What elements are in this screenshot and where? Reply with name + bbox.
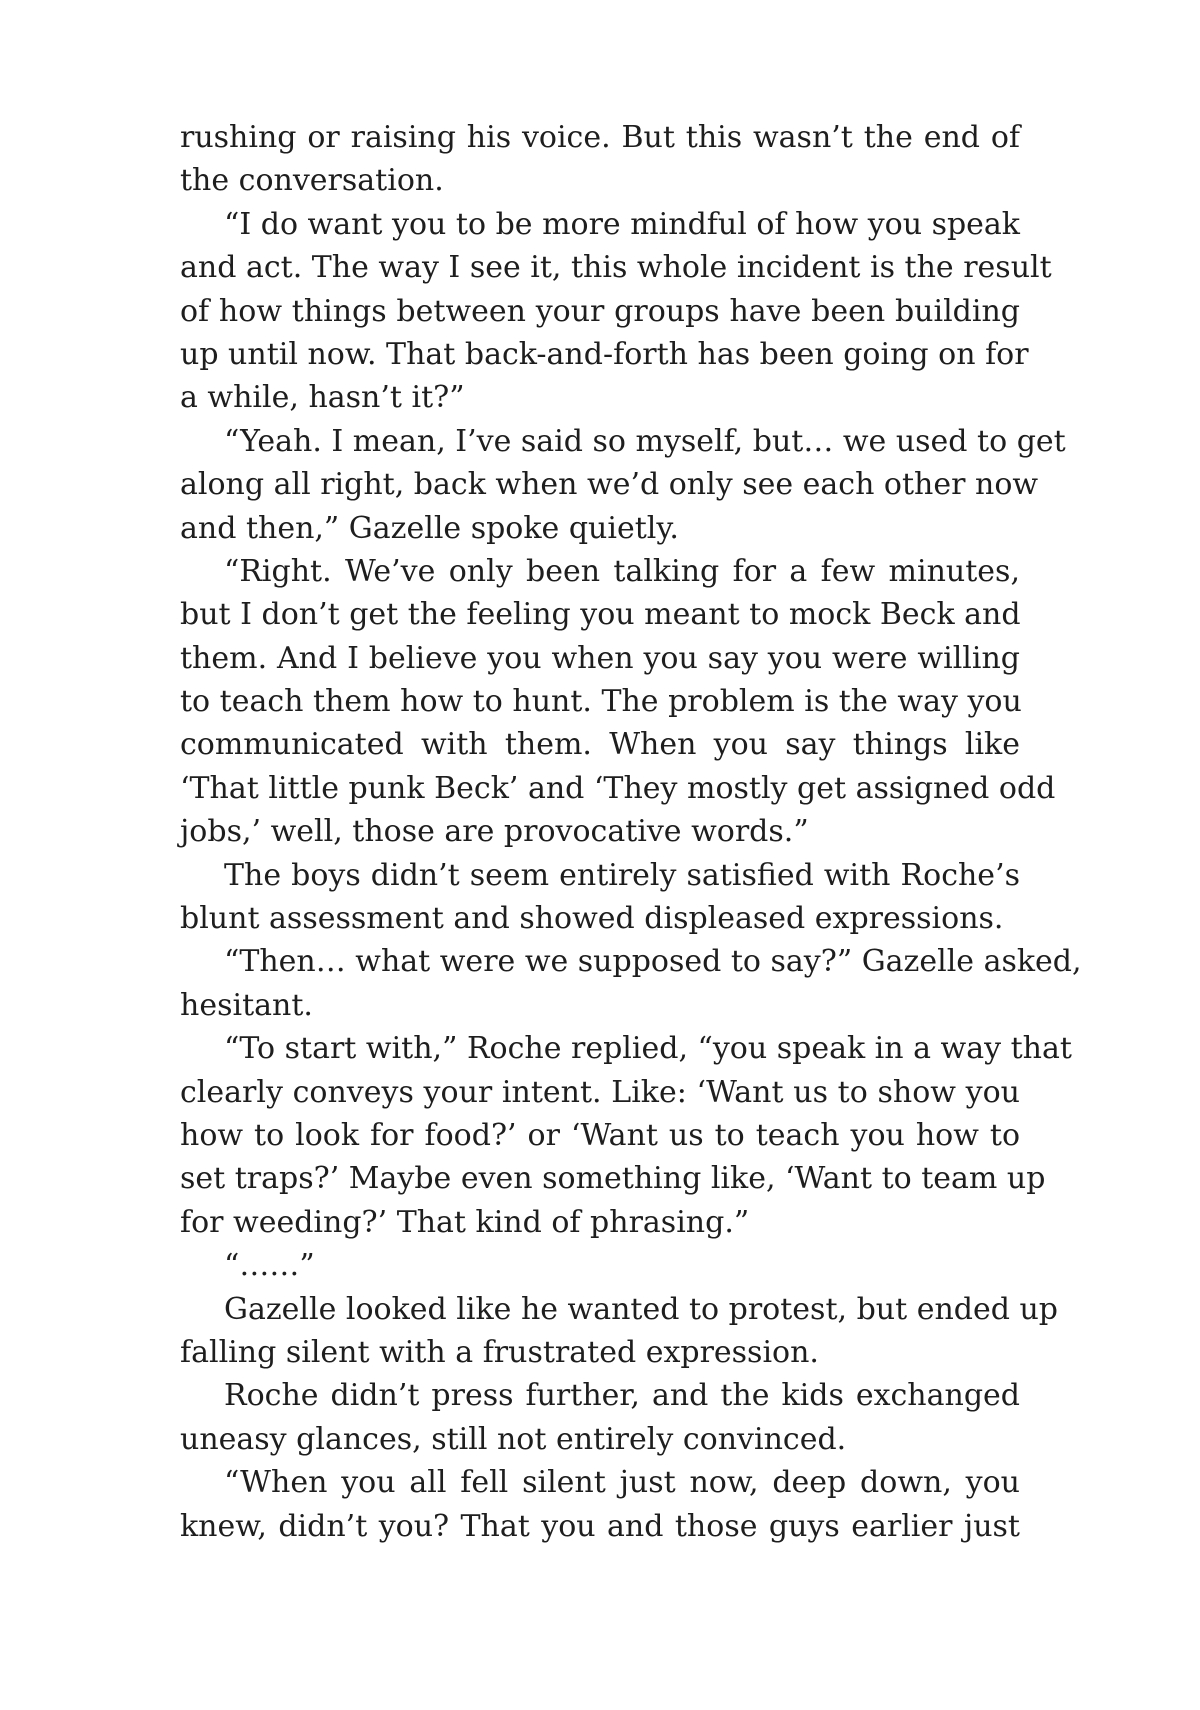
- text-line: “I do want you to be more mindful of how you speak: [224, 206, 1020, 242]
- text-line: ‘That little punk Beck’ and ‘They mostly get assigned odd: [180, 770, 1056, 806]
- text-line: but I don’t get the feeling you meant to mock Beck and: [180, 597, 1021, 633]
- text-line: along all right, back when we’d only see each other now: [180, 467, 1039, 503]
- text-line: The boys didn’t seem entirely satisfied with Roche’s: [224, 857, 1020, 893]
- text-line: and then,” Gazelle spoke quietly.: [180, 510, 679, 546]
- text-line: “Yeah. I mean, I’ve said so myself, but… we used to get: [224, 423, 1066, 459]
- text-line: of how things between your groups have been building: [180, 293, 1020, 329]
- text-line: set traps?’ Maybe even something like, ‘Want to team up: [180, 1161, 1046, 1197]
- text-line: hesitant.: [180, 987, 313, 1023]
- text-line: Gazelle looked like he wanted to protest, but ended up: [224, 1291, 1058, 1327]
- text-line: blunt assessment and showed displeased expressions.: [180, 901, 1004, 937]
- text-line: uneasy glances, still not entirely convinced.: [180, 1421, 847, 1457]
- text-line: falling silent with a frustrated expression.: [180, 1334, 819, 1370]
- text-line: knew, didn’t you? That you and those guys earlier just: [180, 1508, 1020, 1544]
- text-line: “Right. We’ve only been talking for a few minutes,: [224, 553, 1020, 589]
- text-line: Roche didn’t press further, and the kids exchanged: [224, 1378, 1020, 1414]
- text-line: a while, hasn’t it?”: [180, 380, 465, 416]
- text-line: communicated with them. When you say things like: [180, 727, 1020, 763]
- text-line: to teach them how to hunt. The problem is the way you: [180, 684, 1022, 720]
- text-line: how to look for food?’ or ‘Want us to teach you how to: [180, 1117, 1020, 1153]
- body-text: [180, 116, 1082, 1548]
- text-line: rushing or raising his voice. But this wasn’t the end of: [180, 120, 1020, 155]
- text-line: and act. The way I see it, this whole incident is the result: [180, 250, 1052, 286]
- text-line: “Then… what were we supposed to say?” Gazelle asked,: [224, 944, 1082, 980]
- text-line: clearly conveys your intent. Like: ‘Want us to show you: [180, 1074, 1020, 1110]
- text-line: “……”: [224, 1248, 315, 1284]
- text-line: them. And I believe you when you say you were willing: [180, 640, 1020, 676]
- text-line: “When you all fell silent just now, deep down, you: [224, 1465, 1020, 1501]
- text-line: jobs,’ well, those are provocative words.”: [180, 814, 809, 850]
- text-line: for weeding?’ That kind of phrasing.”: [180, 1204, 750, 1240]
- text-line: up until now. That back-and-forth has been going on for: [180, 336, 1029, 372]
- text-line: the conversation.: [180, 163, 444, 199]
- text-line: “To start with,” Roche replied, “you speak in a way that: [224, 1031, 1072, 1067]
